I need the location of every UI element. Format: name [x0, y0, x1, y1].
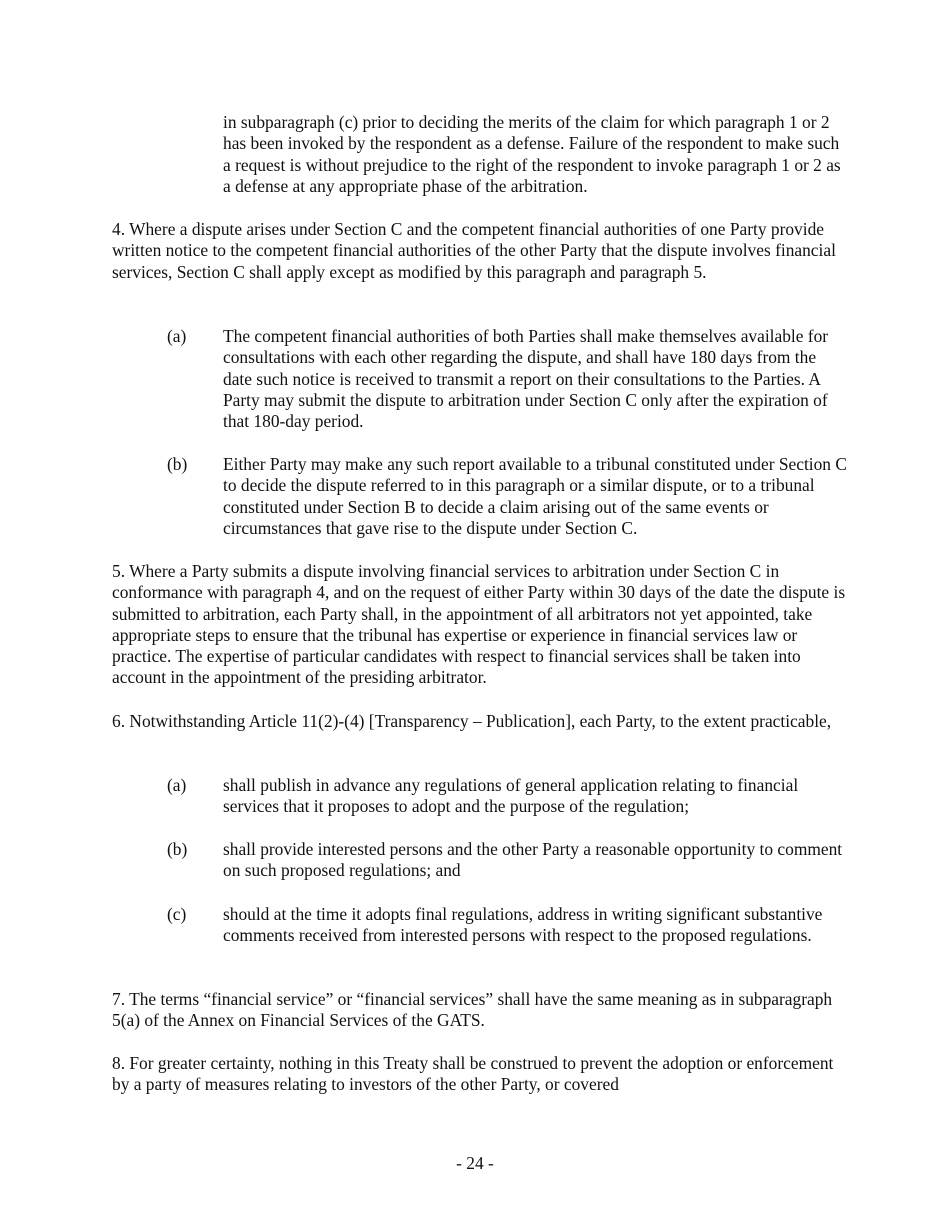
- paragraph-5: 5. Where a Party submits a dispute involving financial services to arbitration under Section C in conformance with paragraph 4, and on the request of either Party within 30 days of the date the dispute is submitted to arbitration, each Party shall, in the appointment of all arbitrators not yet appointed, take appropriate steps to ensure that the tribunal has expertise or experience in financial services law or practice. The expertise of particular candidates with respect to financial services shall be taken into account in the appointment of the presiding arbitrator.: [112, 561, 846, 688]
- item-text: shall provide interested persons and the other Party a reasonable opportunity to comment on such proposed regulations; and: [223, 839, 843, 881]
- item-label: (b): [167, 454, 188, 474]
- item-text: should at the time it adopts final regulations, address in writing significant substantive comments received from interested persons with respect to the proposed regulations.: [223, 904, 823, 946]
- item-label: (a): [167, 326, 187, 346]
- item-label: (b): [167, 839, 188, 859]
- paragraph-6: 6. Notwithstanding Article 11(2)-(4) [Transparency – Publication], each Party, to the extent practicable,: [112, 711, 832, 731]
- paragraph-8: 8. For greater certainty, nothing in this Treaty shall be construed to prevent the adoption or enforcement by a party of measures relating to investors of the other Party, or covered: [112, 1053, 834, 1095]
- item-label: (c): [167, 904, 187, 924]
- continuation-text: in subparagraph (c) prior to deciding the merits of the claim for which paragraph 1 or 2 has been invoked by the respondent as a defense. Failure of the respondent to make such a request is without prejudice to the right of the respondent to invoke paragraph 1 or 2 as a defense at any appropriate phase of the arbitration.: [223, 112, 841, 196]
- item-text: Either Party may make any such report available to a tribunal constituted under Section C to decide the dispute referred to in this paragraph or a similar dispute, or to a tribunal constituted under Section B to decide a claim arising out of the same events or circumstances that gave rise to the dispute under Section C.: [223, 454, 847, 538]
- item-label: (a): [167, 775, 187, 795]
- item-text: shall publish in advance any regulations of general application relating to financial services that it proposes to adopt and the purpose of the regulation;: [223, 775, 799, 817]
- paragraph-7: 7. The terms “financial service” or “financial services” shall have the same meaning as in subparagraph 5(a) of the Annex on Financial Services of the GATS.: [112, 989, 833, 1031]
- item-text: The competent financial authorities of both Parties shall make themselves available for consultations with each other regarding the dispute, and shall have 180 days from the date such notice is received to transmit a report on their consultations to the Parties. A Party may submit the dispute to arbitration under Section C only after the expiration of that 180-day period.: [223, 326, 829, 432]
- page-number: - 24 -: [456, 1153, 494, 1173]
- paragraph-4: 4. Where a dispute arises under Section C and the competent financial authorities of one Party provide written notice to the competent financial authorities of the other Party that the dispute involves financial services, Section C shall apply except as modified by this paragraph and paragraph 5.: [112, 219, 836, 282]
